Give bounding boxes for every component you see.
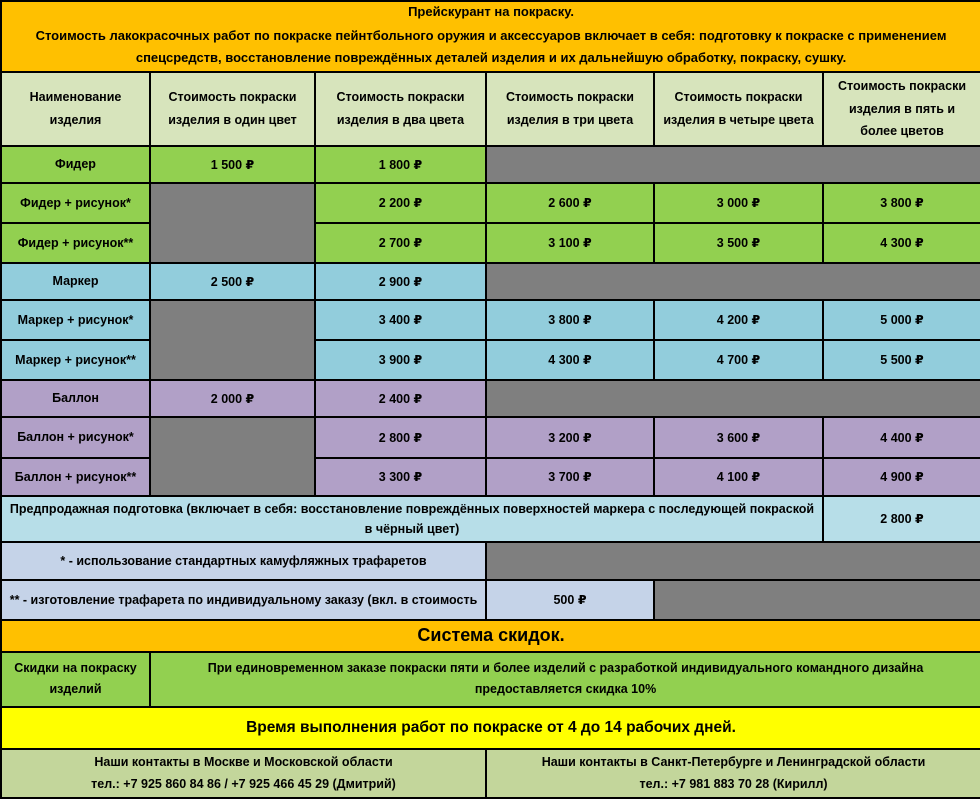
price-cell: 3 500 ₽ — [654, 223, 823, 263]
page-subtitle: Стоимость лакокрасочных работ по покраске пейнтбольного оружия и аксессуаров включает в себя: подготовку к покраске с применением спецсредств, восстановление повреждённых деталей изделия и их дальнейшую обработку, покраску, сушку. — [35, 28, 947, 66]
price-cell: 5 500 ₽ — [823, 340, 980, 380]
product-row — [1, 146, 980, 183]
product-name-cell: Баллон — [1, 380, 150, 417]
product-name-cell: Маркер + рисунок** — [1, 340, 150, 380]
price-cell: 2 400 ₽ — [315, 380, 486, 417]
price-cell: 4 700 ₽ — [654, 340, 823, 380]
discount-row — [1, 652, 980, 707]
price-cell: 4 100 ₽ — [654, 458, 823, 496]
product-name-cell: Маркер + рисунок* — [1, 300, 150, 340]
empty-cell — [150, 417, 315, 496]
product-row — [1, 340, 980, 380]
footnote-one-text: * - использование стандартных камуфляжных трафаретов — [1, 542, 486, 580]
price-cell: 2 700 ₽ — [315, 223, 486, 263]
col-header-four-colors: Стоимость покраски изделия в четыре цвета — [654, 72, 823, 146]
lead-time-banner: Время выполнения работ по покраске от 4 до 14 рабочих дней. — [1, 707, 980, 749]
footnote-two-text: ** - изготовление трафарета по индивидуальному заказу (вкл. в стоимость — [1, 580, 486, 620]
footnote-row — [1, 580, 980, 620]
contact-moscow-region: Наши контакты в Москве и Московской области — [94, 754, 393, 769]
product-name-cell: Фидер + рисунок** — [1, 223, 150, 263]
presale-text: Предпродажная подготовка (включает в себя: восстановление повреждённых поверхностей маркера с последующей покраской в чёрный цвет) — [1, 496, 823, 542]
footnote-row — [1, 542, 980, 580]
contact-spb-phone: тел.: +7 981 883 70 28 (Кирилл) — [639, 776, 828, 791]
product-row — [1, 223, 980, 263]
price-cell: 3 200 ₽ — [486, 417, 654, 458]
product-name-cell: Баллон + рисунок** — [1, 458, 150, 496]
col-header-name: Наименование изделия — [1, 72, 150, 146]
empty-cell — [150, 300, 315, 380]
price-cell: 5 000 ₽ — [823, 300, 980, 340]
price-cell: 3 800 ₽ — [823, 183, 980, 223]
price-cell: 3 900 ₽ — [315, 340, 486, 380]
product-name-cell: Маркер — [1, 263, 150, 300]
presale-row — [1, 496, 980, 542]
price-cell: 2 600 ₽ — [486, 183, 654, 223]
col-header-two-colors: Стоимость покраски изделия в два цвета — [315, 72, 486, 146]
page-title: Прейскурант на покраску. — [408, 4, 574, 19]
price-cell: 4 300 ₽ — [486, 340, 654, 380]
col-header-five-colors: Стоимость покраски изделия в пять и более цветов — [823, 72, 980, 146]
empty-cell — [654, 580, 980, 620]
price-cell: 3 100 ₽ — [486, 223, 654, 263]
contact-moscow — [1, 749, 486, 799]
price-cell: 4 900 ₽ — [823, 458, 980, 496]
price-cell: 2 000 ₽ — [150, 380, 315, 417]
price-cell: 3 600 ₽ — [654, 417, 823, 458]
product-name-cell: Фидер — [1, 146, 150, 183]
empty-cell — [486, 263, 980, 300]
price-cell: 4 200 ₽ — [654, 300, 823, 340]
product-name-cell: Фидер + рисунок* — [1, 183, 150, 223]
price-cell: 3 800 ₽ — [486, 300, 654, 340]
price-cell: 3 700 ₽ — [486, 458, 654, 496]
price-cell: 2 900 ₽ — [315, 263, 486, 300]
contact-spb-region: Наши контакты в Санкт-Петербурге и Ленинградской области — [541, 754, 926, 769]
price-cell: 2 800 ₽ — [315, 417, 486, 458]
empty-cell — [486, 542, 980, 580]
price-cell: 4 300 ₽ — [823, 223, 980, 263]
contacts-row — [1, 749, 980, 799]
empty-cell — [486, 380, 980, 417]
top-banner — [1, 1, 980, 72]
contact-moscow-phone: тел.: +7 925 860 84 86 / +7 925 466 45 29 (Дмитрий) — [91, 776, 396, 791]
product-name-cell: Баллон + рисунок* — [1, 417, 150, 458]
footnote-two-price: 500 ₽ — [486, 580, 654, 620]
discount-text: При единовременном заказе покраски пяти и более изделий с разработкой индивидуального командного дизайна предоставляется скидка 10% — [150, 652, 980, 707]
empty-cell — [486, 146, 980, 183]
col-header-one-color: Стоимость покраски изделия в один цвет — [150, 72, 315, 146]
price-cell: 4 400 ₽ — [823, 417, 980, 458]
discounts-title: Система скидок. — [1, 620, 980, 652]
empty-cell — [150, 183, 315, 263]
discount-label: Скидки на покраску изделий — [1, 652, 150, 707]
product-row — [1, 380, 980, 417]
product-row — [1, 417, 980, 458]
price-cell: 2 500 ₽ — [150, 263, 315, 300]
price-cell: 1 500 ₽ — [150, 146, 315, 183]
contact-spb — [486, 749, 980, 799]
product-row — [1, 300, 980, 340]
price-cell: 3 000 ₽ — [654, 183, 823, 223]
price-cell: 3 300 ₽ — [315, 458, 486, 496]
col-header-three-colors: Стоимость покраски изделия в три цвета — [486, 72, 654, 146]
presale-price: 2 800 ₽ — [823, 496, 980, 542]
product-row — [1, 183, 980, 223]
price-cell: 1 800 ₽ — [315, 146, 486, 183]
price-cell: 2 200 ₽ — [315, 183, 486, 223]
product-row — [1, 263, 980, 300]
product-row — [1, 458, 980, 496]
price-cell: 3 400 ₽ — [315, 300, 486, 340]
